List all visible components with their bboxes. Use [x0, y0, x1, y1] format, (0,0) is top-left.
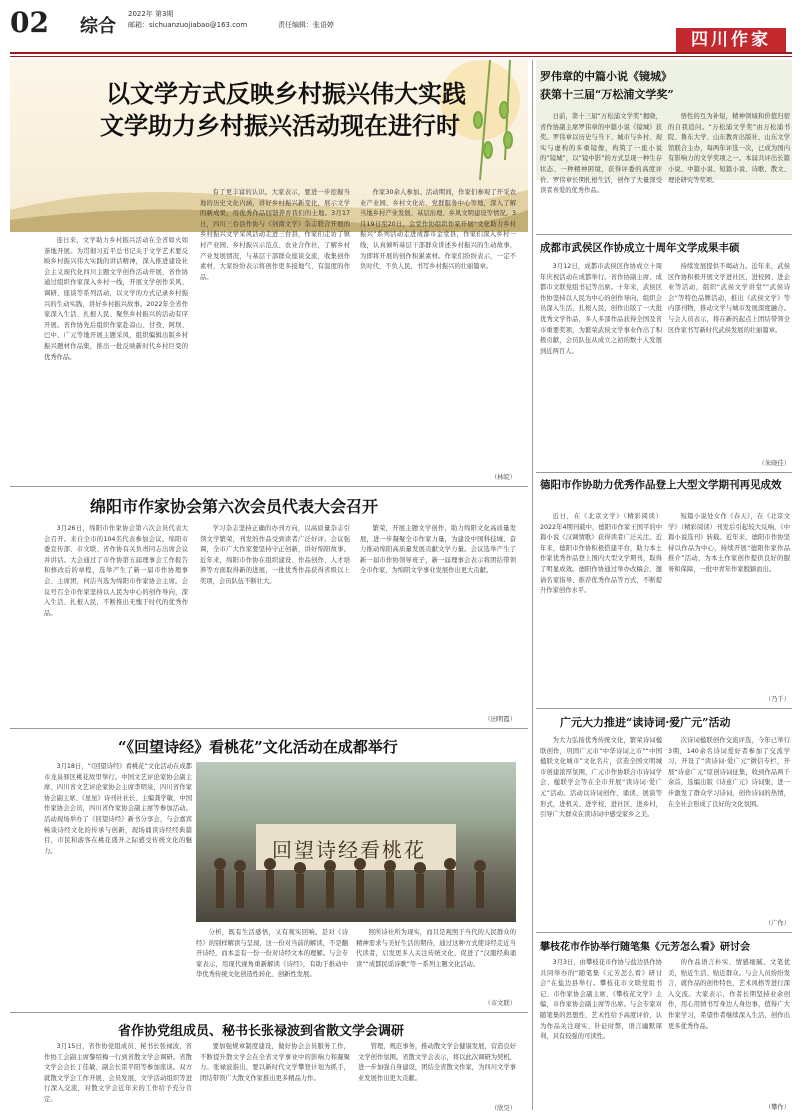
- divider: [536, 472, 792, 473]
- training-col-2: 要加强规章制度建设，做好协会会员服务工作，不断提升散文学会在全省文学事业中的影响力和凝聚力。张禄波指出，要以新时代文学攀登计划为抓手，团结带领广大散文作家推出更多精品力作。: [200, 1043, 350, 1082]
- poetry-col-1: 3月18日，“《回望诗经》看桃花”文化活动在成都市龙泉驿区桃花故里举行。中国文艺评论家协会副主席、四川省文艺评论家协会主席李明泉，四川省作家协会副主席、《星星》诗刊社社长、主编龚学敏，中国作家协会会员，四川省作家协会副主席等参加活动。活动现场举办了《回望诗经》新书分享会，与会嘉宾畅谈诗经文化的传承与创新，现场诵读诗经经典篇目，市民和游客在桃花盛开之际感受传统文化的魅力。: [44, 763, 192, 855]
- mianyang-title: 绵阳市作家协会第六次会员代表大会召开: [90, 497, 379, 516]
- panzhihua-col-1: 3月3日，由攀枝花市作协与盐边县作协共同举办的“随笔集《元芳怎么看》研讨会”在盐边县举行。攀枝花市文联党组书记、市作家协会副主席、《攀枝花文学》主编，市作家协会副主席等出席。与会专家对随笔集的思想性、艺术性给予高度评价，认为作品关注现实、针砭时弊，语言幽默犀利，具有较强的可读性。: [540, 959, 662, 1041]
- mianyang-col-1: 3月26日，绵阳市作家协会第六次会员代表大会召开。来自全市的104名代表参加会议。绵阳市委宣传部、市文联、省作协有关负责同志出席会议并讲话。大会通过了市作协第五届理事会工作报告和修改后的章程，选举产生了新一届市作协理事会、主席团，何洁当选为绵阳市作家协会主席。会议号召全市作家坚持以人民为中心的创作导向，深入生活、扎根人民，不断推出无愧于时代的优秀作品。: [44, 525, 188, 617]
- divider: [10, 486, 528, 487]
- column-divider: [532, 60, 533, 1110]
- panzhihua-title: 攀枝花市作协举行随笔集《元芳怎么看》研讨会: [540, 942, 750, 953]
- guangyuan-byline: （广作）: [764, 920, 790, 927]
- wuhou-col-1: 3月12日，成都市武侯区作协成立十周年庆祝活动在成都举行。省作协副主席、成都市文联党组书记等出席。十年来，武侯区作协坚持以人民为中心的创作导向，组织会员深入生活、扎根人民，创作出版了一大批优秀文学作品，多人多部作品获得全国及省市重要奖项，为繁荣武侯文学事业作出了积极贡献，会员队伍从成立之初的数十人发展到近两百人。: [540, 263, 662, 355]
- mianyang-col-2: 学习杂志坚持正确的办刊方向，以高质量杂志引领文学繁荣，刊发的作品受到读者广泛好评。会议强调，全市广大作家要坚持守正创新，讲好绵阳故事。近年来，绵阳市作协在组织建设、作品创作、人才培养等方面取得新的进展，一批优秀作品获得省级以上奖项，会员队伍不断壮大。: [200, 525, 350, 585]
- wuhou-byline: （朱晓佳）: [758, 460, 790, 467]
- header-rule-thin: [10, 56, 792, 57]
- luowei-title-line2: 获第十三届“万松浦文学奖”: [540, 88, 674, 101]
- banner-text: 回望诗经看桃花: [272, 838, 426, 862]
- mianyang-col-3: 繁荣，开展主题文学创作，助力绵阳文化高质量发展，进一步凝聚全市作家力量，为建设中国科技城、奋力推动绵阳高质量发展贡献文学力量。会议选举产生了新一届市作协领导班子，新一届理事会表示将团结带领全市作家，为绵阳文学事业发展作出更大贡献。: [360, 525, 516, 575]
- section-name: 综合: [80, 16, 116, 37]
- wuhou-title: 成都市武侯区作协成立十周年文学成果丰硕: [540, 242, 740, 254]
- guangyuan-col-1: 为大力弘扬优秀传统文化，繁荣诗词楹联创作，巩固广元市“中华诗词之市”“中国楹联文化城市”文化名片，营造全国文明城市创建浓厚氛围，广元市作协联合市诗词学会、楹联学会等在全市开展“读诗词·爱广元”活动。活动以诗词创作、诵读、展演等形式，进机关、进学校、进社区、进乡村，引导广大群众在读诗词中感受家乡之美。: [540, 737, 662, 819]
- poetry-title: “《回望诗经》看桃花”文化活动在成都举行: [118, 738, 398, 756]
- training-byline: （欣昊）: [490, 1105, 516, 1112]
- poetry-byline: （市文联）: [484, 1000, 516, 1007]
- training-title: 省作协党组成员、秘书长张禄波到省散文学会调研: [118, 1024, 405, 1039]
- brand-logo: 四川作家: [676, 28, 786, 52]
- deyang-col-1: 近日，在《北京文学》（精彩阅读）2022年4期刊载中，德阳市作家王国平的中篇小说《汉调情歌》获得读者广泛关注。近年来，德阳市作协积极搭建平台，助力本土作家优秀作品登上国内大型文学期刊，取得了明显成效。德阳作协通过举办改稿会、邀请名家指导、推荐优秀作品等方式，不断提升作家创作水平。: [540, 513, 662, 595]
- email-label: 邮箱：sichuanzuojiabao@163.com: [128, 21, 248, 29]
- guangyuan-col-2: 次诗词楹联创作交流评选，今年已举行3期，140余名诗词爱好者参加了交流学习，开设了“读诗词·爱广元”微信专栏，开展“诗意广元”原创诗词征集，收到作品两千余首，选编出版《诗意广元》诗词集，进一步激发了群众学习诗词、创作诗词的热情，在全社会形成了良好的文化氛围。: [668, 737, 790, 808]
- editor-label: 责任编辑：张语婷: [278, 21, 334, 29]
- lead-title-line2: 文学助力乡村振兴活动现在进行时: [100, 111, 460, 140]
- header-rule: [10, 52, 792, 54]
- divider: [10, 1012, 528, 1013]
- panzhihua-byline: （攀作）: [764, 1104, 790, 1111]
- divider: [536, 708, 792, 709]
- poetry-col-3: 照所诗社所为现实，而且是观照于当代的人民群众的精神需求与美好生活的期待，通过这种方式使诗经走近当代读者，启发更多人关注传统文化，促进了“汉服经典诵读”“成都民谣诗歌”等一系列主题文化活动。: [356, 929, 516, 968]
- training-col-1: 3月15日，省作协党组成员、秘书长张禄波，省作协工会副主席黎绍梅一行到省散文学会调研。省散文学会会长丁佳敏、副会长雷平阳等参加座谈。双方就散文学会工作开展、会员发展、文学活动组织等进行深入交流，对散文学会近年来的工作给予充分肯定。: [44, 1043, 192, 1103]
- poetry-col-2: 分析，既有生活感悟，又有观实回响。是对《诗经》的别样解读与呈现，这一份对当前的解读，不是翻开诗经，而本盖有一份一份对诗经文本的理解。与会专家表示，用现代视角重新解读《诗经》，有助于推动中华优秀传统文化创造性转化、创新性发展。: [196, 929, 348, 979]
- luowei-col-2: 悟性的互为补短，精神领域和价值归宿的自我追问。“万松浦文学奖”由万松浦书院、鲁东大学、山东教育出版社、山东文学馆联合主办，每两年评选一次，已成为国内有影响力的文学奖项之一。本届共评出长篇小说、中篇小说、短篇小说、诗歌、散文、理论研究等奖项。: [668, 113, 790, 184]
- panzhihua-col-2: 的作品语言朴实、情感细腻、文笔优美，贴近生活、贴近群众。与会人员纷纷发言，就作品的创作特色、艺术风格等进行深入交流。大家表示，作者长期坚持业余创作，用心用情书写身边人身边事，值得广大作家学习，希望作者继续深入生活，创作出更多优秀作品。: [668, 959, 790, 1030]
- divider: [536, 932, 792, 933]
- lead-col-2: 有了更丰富的认识。大家表示，要进一步挖掘当地的历史文化内涵，讲好乡村振兴新变化，展示文学的新成果，用优秀作品回馈养育我们的土地。3月17日，四川三台县作协与《剑南文学》杂志联合开展的乡村振兴文学采风活动走进三台县，作家们走访了镇村产业园、乡村振兴示范点、农业合作社，了解乡村产业发展情况，与基层干部群众座谈交流，收集创作素材，大家纷纷表示将创作更多接地气、有温度的作品。: [200, 189, 350, 281]
- deyang-title: 德阳市作协助力优秀作品登上大型文学期刊再见成效: [540, 479, 782, 491]
- luowei-col-1: 日前，第十三届“万松浦文学奖”揭晓，省作协副主席罗伟章的中篇小说《镜城》获奖。罗伟章以历史与当下、城市与乡村、现实与虚构的多重镜像，构筑了一座小说的“镜城”，以“镜中影”的方式呈现一种生存状态、一种精神困境，获得评委的高度评价。罗伟章长期扎根生活，创作了大量深受读者喜爱的优秀作品。: [540, 113, 662, 195]
- page-number: 02: [10, 6, 49, 39]
- lead-col-1: 连日来，文学助力乡村振兴活动在全省如火如荼地开展。为贯彻习近平总书记关于文学艺术要反映乡村振兴伟大实践的讲话精神，深入推进建设社会主义现代化四川主题文学创作活动开展，省作协通过组织作家深入乡村一线，开展文学创作采风、调研、座谈等系列活动，以文学的方式记录乡村振兴的生动实践，讲好乡村振兴故事。2022年全省作家深入生活、扎根人民、聚焦乡村振兴的活动有序开展。省作协先后组织作家赴凉山、甘孜、阿坝、巴中、广元等地开展主题采风，组织编辑出版乡村振兴题材作品集，推出一批反映新时代乡村巨变的优秀作品。: [44, 237, 188, 361]
- divider: [536, 234, 792, 235]
- wuhou-col-2: 持续发展提供不竭动力。近年来，武侯区作协积极开展文学进社区、进校园、进企业等活动，组织“武侯文学讲堂”“武侯诗会”等特色品牌活动，推出《武侯文学》等内部刊物，推动文学与城市发展深度融合。与会人员表示，将在新的起点上团结带领全区作家书写新时代武侯发展的壮丽篇章。: [668, 263, 790, 334]
- event-photo: [196, 762, 516, 922]
- training-col-3: 管理，规范事务，推动散文学会健康发展，营造良好文学创作氛围。省散文学会表示，将以此次调研为契机，进一步加强自身建设，团结全省散文作家，为四川文学事业发展作出更大贡献。: [358, 1043, 516, 1082]
- deyang-col-2: 短篇小说处女作《春天》，在《北京文学》（精彩阅读）刊发后引起较大反响，《中篇小说选刊》转载。近年来，德阳市作协坚持以作品为中心，持续开展“德阳作家作品推介”活动，为本土作家创作提供良好的服务和保障，一批中青年作家脱颖而出。: [668, 513, 790, 573]
- guangyuan-title: 广元大力推进“读诗词·爱广元”活动: [560, 716, 731, 729]
- deyang-byline: （乃千）: [764, 696, 790, 703]
- mianyang-byline: （田明霞）: [484, 716, 516, 723]
- lead-byline: （林皖）: [490, 474, 516, 481]
- divider: [10, 728, 528, 729]
- luowei-title-line1: 罗伟章的中篇小说《镜城》: [540, 70, 672, 83]
- issue-label: 2022年 第3期: [128, 10, 174, 18]
- lead-col-3: 作家30余人参加。活动期间，作家们参观了开采农业产业园、乡村文化站、党群服务中心等地，深入了解当地乡村产业发展、基层治理、乡风文明建设等情况。3月19日至20日，金堂作协组织作家开展“文化助力乡村振兴”系列活动走进成都市金堂县，作家们深入乡村一线，认真倾听基层干部群众讲述乡村振兴的生动故事，为即将开展的创作积累素材。作家们纷纷表示，一定不负时代、不负人民，书写乡村振兴的壮丽篇章。: [360, 189, 516, 271]
- lead-title-line1: 以文学方式反映乡村振兴伟大实践: [106, 79, 466, 108]
